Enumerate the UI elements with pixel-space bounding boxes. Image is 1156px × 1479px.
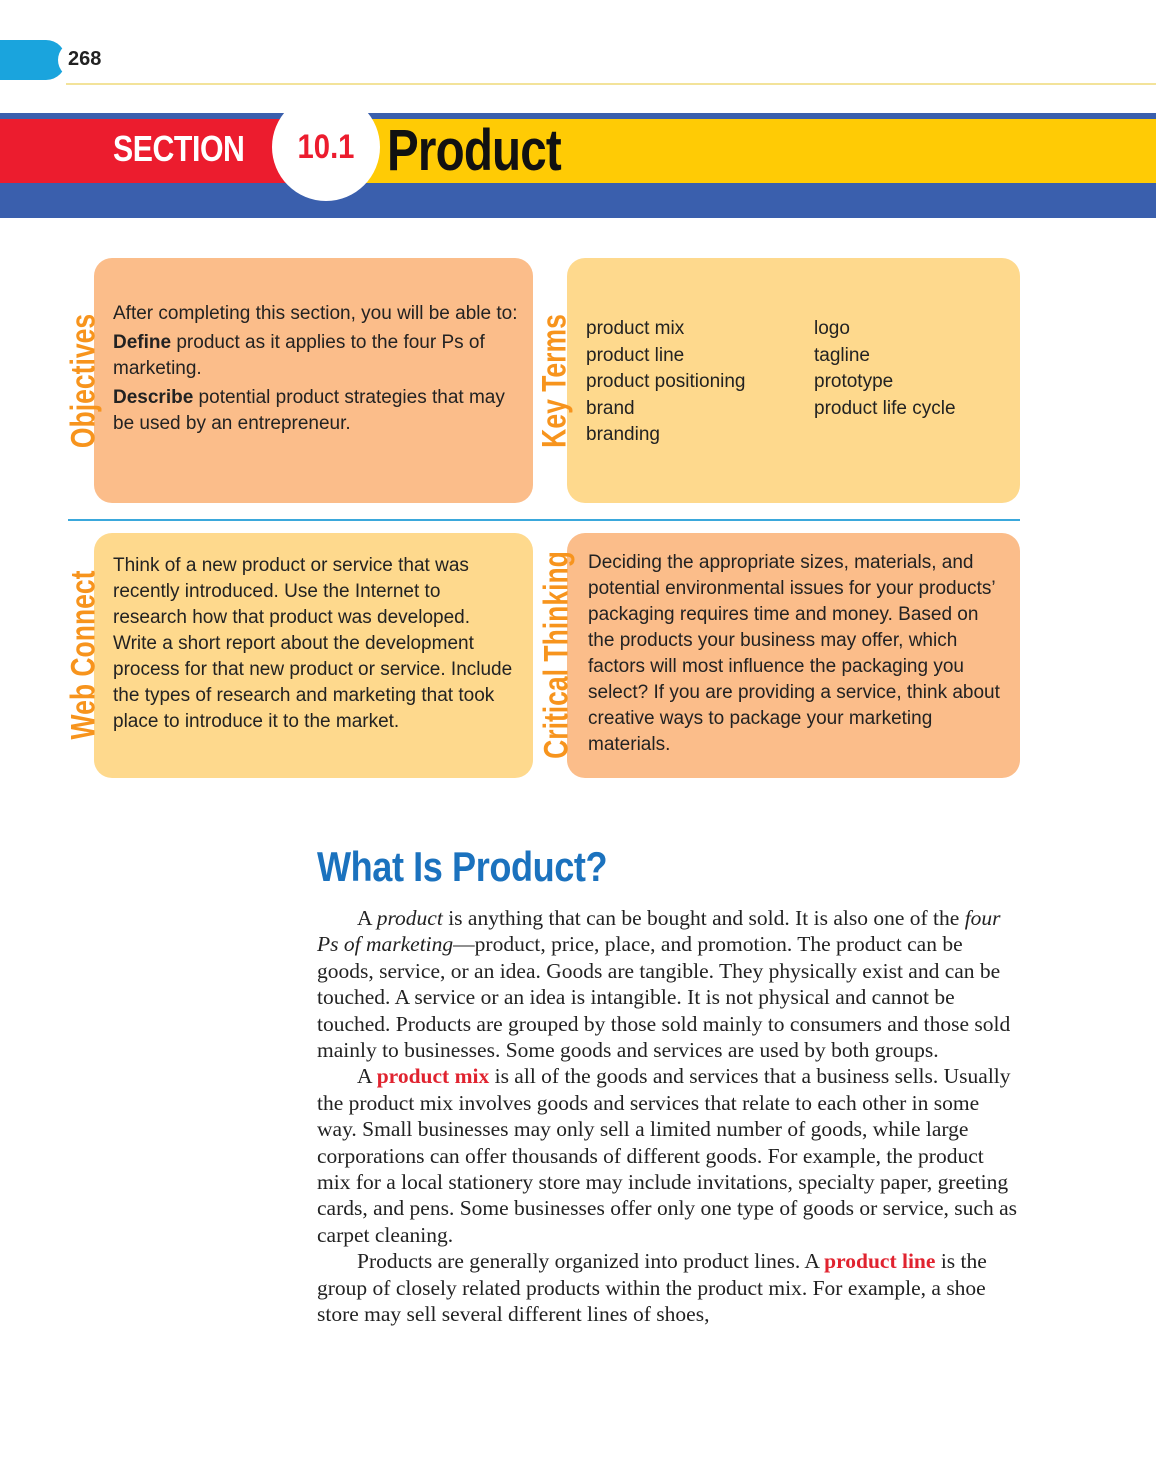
key-terms-column-1 xyxy=(586,316,746,449)
key-term: logo xyxy=(814,318,850,339)
section-divider xyxy=(68,519,1020,521)
objective-item: Define product as it applies to the four Ps of marketing. xyxy=(113,332,485,379)
key-terms-label: Key Terms xyxy=(535,314,574,448)
web-connect-text: Think of a new product or service that was recently introduced. Use the Internet to research how that product was developed. Write a short report about the development process for that new product or service. Include the types of research and marketing that took place to introduce it to the market. xyxy=(113,555,513,732)
key-term-highlight: product line xyxy=(824,1249,936,1274)
web-connect-label: Web Connect xyxy=(64,570,103,740)
key-terms-column-2 xyxy=(814,316,956,422)
key-term: product line xyxy=(586,344,685,366)
key-term: product positioning xyxy=(586,371,746,392)
objectives-label: Objectives xyxy=(64,313,103,449)
key-term-highlight: product mix xyxy=(376,1064,490,1089)
critical-thinking-text: Deciding the appropriate sizes, materials, and potential environmental issues for your products’ packaging requires time and money. Based on the products your business may offer, which factors will most influence the packaging you select? If you are providing a service, think about creative ways to package your marketing materials. xyxy=(588,552,1000,755)
key-term: product life cycle xyxy=(814,397,956,419)
objective-item: Describe potential product strategies that may be used by an entrepreneur. xyxy=(113,387,505,434)
objectives-intro: After completing this section, you will be able to: xyxy=(113,303,518,324)
key-term: product mix xyxy=(586,318,685,339)
header-rule xyxy=(66,83,1156,85)
objectives-text xyxy=(113,301,518,440)
article-body xyxy=(317,905,1017,1328)
article-paragraph: Products are generally organized into product lines. A product line is the group of closely related products within the product mix. For example, a shoe store may sell several different lines of shoes, xyxy=(317,1249,987,1327)
banner-bottom-stripe xyxy=(0,183,1156,218)
article-heading: What Is Product? xyxy=(317,843,608,890)
section-number: 10.1 xyxy=(297,128,355,166)
key-term: brand xyxy=(586,397,635,419)
article-paragraph: A product is anything that can be bought and sold. It is also one of the four Ps of marketing—product, price, place, and promotion. The product can be goods, service, or an idea. Goods are tangible. They physically exist and can be touched. A service or an idea is intangible. It is not physical and cannot be touched. Products are grouped by those sold mainly to consumers and those sold mainly to businesses. Some goods and services are used by both groups. xyxy=(317,906,1011,1063)
page-number: 268 xyxy=(68,48,102,70)
critical-thinking-label: Critical Thinking xyxy=(537,551,576,759)
section-label: SECTION xyxy=(113,128,245,169)
page-number-tab xyxy=(0,40,66,80)
key-term: tagline xyxy=(814,344,870,366)
article-paragraph: A product mix is all of the goods and services that a business sells. Usually the product mix involves goods and services that relate to each other in some way. Small businesses may only sell a limited number of goods, while large corporations can offer thousands of different goods. For example, the product mix for a local stationery store may include invitations, specialty paper, greeting cards, and pens. Some businesses offer only one type of goods or service, such as carpet cleaning. xyxy=(317,1064,1017,1247)
key-term: branding xyxy=(586,424,660,445)
key-term: prototype xyxy=(814,371,894,392)
section-title: Product xyxy=(387,118,561,183)
